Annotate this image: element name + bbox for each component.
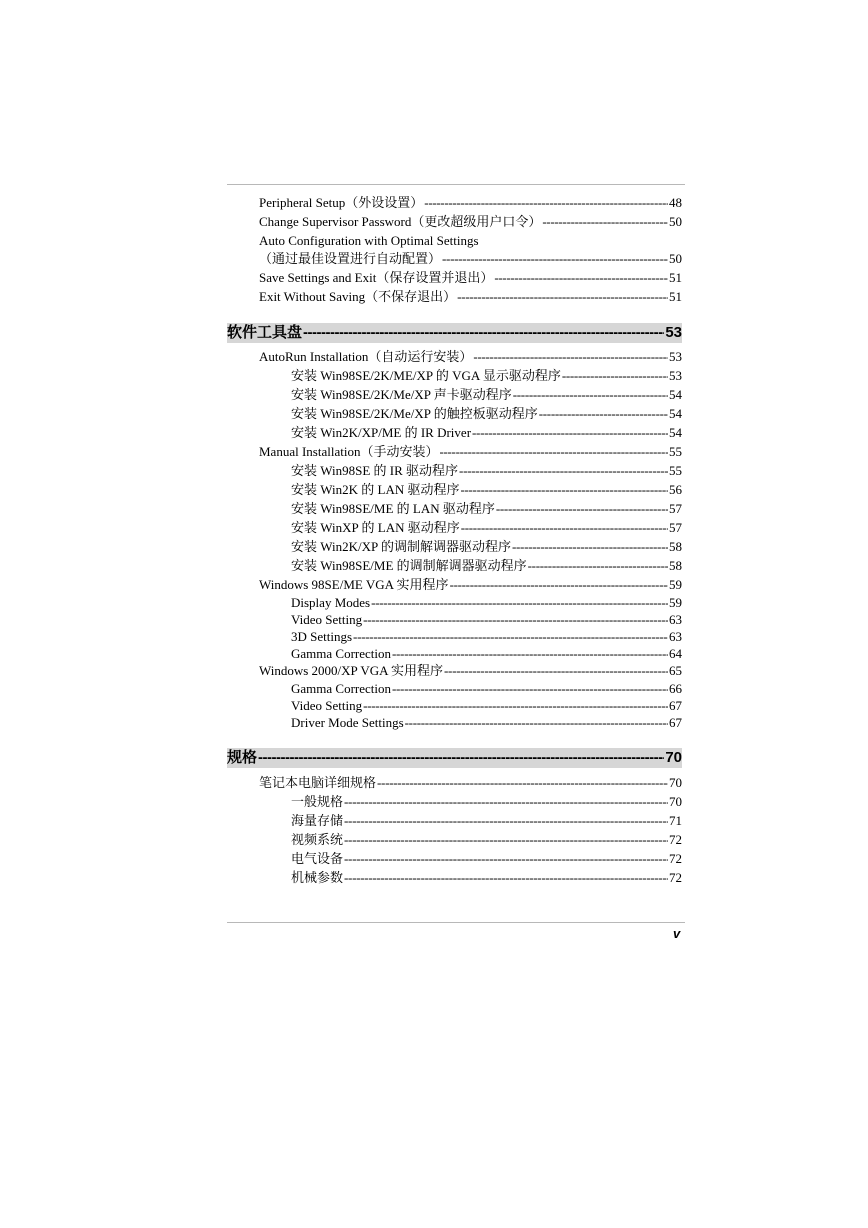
toc-entry[interactable]: [259, 213, 682, 231]
leader-dots: [371, 594, 668, 612]
toc-entry-page: 51: [669, 270, 682, 285]
toc-entry-title: Auto Configuration with Optimal Settings: [259, 233, 479, 248]
toc-entry-title: Gamma Correction: [291, 681, 391, 696]
toc-entry-title: （通过最佳设置进行自动配置）: [259, 251, 442, 266]
leader-dots: [496, 500, 668, 518]
toc-entry[interactable]: [259, 194, 682, 212]
toc-entry[interactable]: [259, 288, 682, 306]
toc-entry-page: 50: [669, 251, 682, 266]
toc-subentry[interactable]: [291, 714, 682, 732]
toc-subentry[interactable]: [291, 645, 682, 663]
toc-entry-title: 电气设备: [291, 851, 344, 866]
toc-entry-title: Manual Installation（手动安装）: [259, 444, 439, 459]
toc-entry-title: 安装 Win98SE/2K/Me/XP 的触控板驱动程序: [291, 406, 538, 421]
section-heading-software[interactable]: [227, 323, 682, 343]
toc-entry-page: 48: [669, 195, 682, 210]
toc-subentry[interactable]: [291, 519, 682, 537]
section-title: 规格: [227, 749, 258, 766]
toc-entry-page: 57: [669, 501, 682, 516]
leader-dots: [473, 348, 668, 366]
toc-subentry[interactable]: [291, 538, 682, 556]
leader-dots: [450, 576, 668, 594]
page-number: v: [673, 926, 681, 941]
toc-subentry[interactable]: [291, 367, 682, 385]
leader-dots: [472, 424, 668, 442]
toc-entry-title: Windows 2000/XP VGA 实用程序: [259, 663, 444, 678]
leader-dots: [512, 538, 668, 556]
toc-entry-page: 66: [669, 681, 682, 696]
toc-subentry[interactable]: [291, 869, 682, 887]
leader-dots: [460, 481, 668, 499]
toc-entry-page: 71: [669, 813, 682, 828]
leader-dots: [442, 250, 668, 268]
toc-entry-title: Save Settings and Exit（保存设置并退出）: [259, 270, 494, 285]
toc-entry-page: 72: [669, 832, 682, 847]
leader-dots: [513, 386, 668, 404]
toc-entry[interactable]: [259, 443, 682, 461]
leader-dots: [494, 269, 668, 287]
section-page: 53: [665, 324, 682, 341]
leader-dots: [363, 611, 668, 629]
leader-dots: [392, 680, 668, 698]
toc-entry-page: 56: [669, 482, 682, 497]
toc-entry-page: 54: [669, 425, 682, 440]
toc-entry[interactable]: [259, 576, 682, 594]
toc-entry-page: 55: [669, 463, 682, 478]
toc-subentry[interactable]: [291, 481, 682, 499]
toc-entry-title: Peripheral Setup（外设设置）: [259, 195, 424, 210]
toc-entry[interactable]: [259, 269, 682, 287]
toc-entry-page: 55: [669, 444, 682, 459]
toc-entry-page: 64: [669, 646, 682, 661]
toc-subentry[interactable]: [291, 462, 682, 480]
toc-entry-page: 59: [669, 577, 682, 592]
leader-dots: [539, 405, 668, 423]
toc-subentry[interactable]: [291, 697, 682, 715]
toc-entry-page: 59: [669, 595, 682, 610]
toc-entry-page: 63: [669, 629, 682, 644]
toc-entry-title: 海量存储: [291, 813, 344, 828]
toc-entry-page: 58: [669, 558, 682, 573]
leader-dots: [461, 519, 668, 537]
toc-entry-title: Video Setting: [291, 698, 363, 713]
toc-entry-page: 53: [669, 349, 682, 364]
leader-dots: [457, 288, 668, 306]
toc-entry-title: 安装 Win2K/XP/ME 的 IR Driver: [291, 425, 472, 440]
toc-entry-title: 3D Settings: [291, 629, 353, 644]
leader-dots: [344, 850, 668, 868]
toc-subentry[interactable]: [291, 594, 682, 612]
toc-entry-page: 51: [669, 289, 682, 304]
leader-dots: [439, 443, 668, 461]
toc-entry-title: 一般规格: [291, 794, 344, 809]
toc-entry-title: 视频系统: [291, 832, 344, 847]
toc-entry-page: 63: [669, 612, 682, 627]
toc-entry-title: 安装 Win98SE/ME 的 LAN 驱动程序: [291, 501, 495, 516]
toc-entry[interactable]: [259, 348, 682, 366]
section-page: 70: [665, 749, 682, 766]
leader-dots: [424, 194, 668, 212]
toc-entry-page: 53: [669, 368, 682, 383]
top-rule: [227, 184, 685, 185]
section-heading-specs[interactable]: [227, 748, 682, 768]
toc-subentry[interactable]: [291, 680, 682, 698]
leader-dots: [405, 714, 668, 732]
toc-entry-title: 笔记本电脑详细规格: [259, 775, 377, 790]
toc-entry-page: 70: [669, 794, 682, 809]
toc-subentry[interactable]: [291, 557, 682, 575]
toc-entry-title: 安装 WinXP 的 LAN 驱动程序: [291, 520, 460, 535]
leader-dots: [258, 748, 664, 768]
toc-entry-title: AutoRun Installation（自动运行安装）: [259, 349, 473, 364]
toc-entry-title: 机械参数: [291, 870, 344, 885]
toc-entry-page: 50: [669, 214, 682, 229]
leader-dots: [542, 213, 668, 231]
toc-subentry[interactable]: [291, 424, 682, 442]
toc-subentry[interactable]: [291, 831, 682, 849]
toc-subentry[interactable]: [291, 812, 682, 830]
toc-entry-title: Display Modes: [291, 595, 371, 610]
toc-entry[interactable]: [259, 232, 682, 250]
leader-dots: [459, 462, 668, 480]
leader-dots: [344, 793, 668, 811]
toc-subentry[interactable]: [291, 793, 682, 811]
toc-subentry[interactable]: [291, 386, 682, 404]
leader-dots: [377, 774, 668, 792]
toc-entry-page: 67: [669, 698, 682, 713]
section-title: 软件工具盘: [227, 324, 303, 341]
leader-dots: [353, 628, 668, 646]
leader-dots: [444, 662, 668, 680]
toc-entry-page: 57: [669, 520, 682, 535]
toc-entry-page: 72: [669, 870, 682, 885]
toc-entry-page: 70: [669, 775, 682, 790]
leader-dots: [344, 812, 668, 830]
toc-entry[interactable]: [259, 662, 682, 680]
toc-entry-title: 安装 Win2K/XP 的调制解调器驱动程序: [291, 539, 511, 554]
leader-dots: [562, 367, 668, 385]
toc-entry[interactable]: [259, 250, 682, 268]
toc-entry-title: Gamma Correction: [291, 646, 391, 661]
toc-entry-page: 65: [669, 663, 682, 678]
leader-dots: [344, 831, 668, 849]
toc-entry-title: Driver Mode Settings: [291, 715, 404, 730]
toc-entry-title: 安装 Win2K 的 LAN 驱动程序: [291, 482, 460, 497]
toc-subentry[interactable]: [291, 500, 682, 518]
toc-entry-page: 72: [669, 851, 682, 866]
toc-entry-title: Change Supervisor Password（更改超级用户口令）: [259, 214, 542, 229]
toc-entry-page: 58: [669, 539, 682, 554]
bottom-rule: [227, 922, 685, 923]
toc-entry[interactable]: [259, 774, 682, 792]
leader-dots: [363, 697, 668, 715]
toc-entry-title: 安装 Win98SE/2K/ME/XP 的 VGA 显示驱动程序: [291, 368, 561, 383]
toc-entry-page: 54: [669, 406, 682, 421]
leader-dots: [303, 323, 664, 343]
toc-entry-title: 安装 Win98SE 的 IR 驱动程序: [291, 463, 459, 478]
leader-dots: [392, 645, 668, 663]
leader-dots: [344, 869, 668, 887]
toc-entry-title: Windows 98SE/ME VGA 实用程序: [259, 577, 449, 592]
toc-entry-page: 54: [669, 387, 682, 402]
toc-entry-title: Video Setting: [291, 612, 363, 627]
toc-subentry[interactable]: [291, 628, 682, 646]
toc-entry-title: Exit Without Saving（不保存退出）: [259, 289, 457, 304]
toc-entry-title: 安装 Win98SE/2K/Me/XP 声卡驱动程序: [291, 387, 512, 402]
toc-entry-page: 67: [669, 715, 682, 730]
toc-entry-title: 安装 Win98SE/ME 的调制解调器驱动程序: [291, 558, 527, 573]
toc-subentry[interactable]: [291, 611, 682, 629]
leader-dots: [528, 557, 668, 575]
toc-subentry[interactable]: [291, 850, 682, 868]
toc-subentry[interactable]: [291, 405, 682, 423]
